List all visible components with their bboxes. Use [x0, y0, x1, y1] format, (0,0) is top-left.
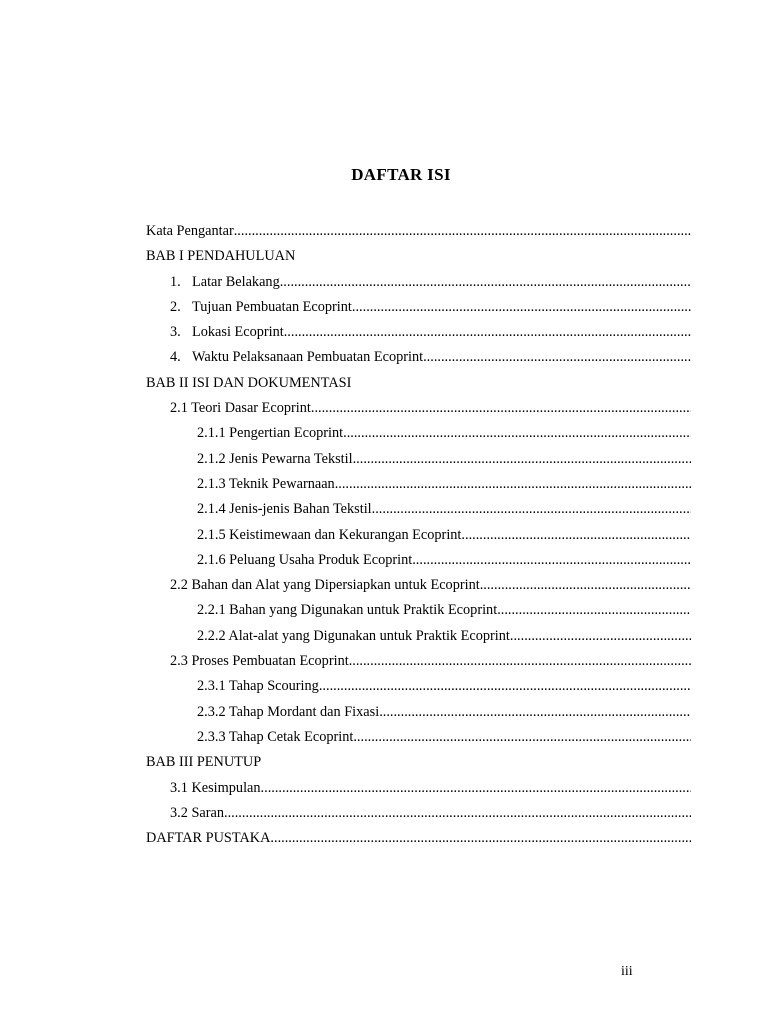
dot-leader	[224, 801, 691, 826]
toc-entry-label: BAB I PENDAHULUAN	[146, 248, 296, 265]
dot-leader	[234, 219, 691, 244]
toc-entry	[146, 750, 691, 775]
toc-entry	[146, 472, 691, 497]
dot-leader	[423, 345, 691, 370]
toc-entry	[146, 396, 691, 421]
toc-entry-label: 3.2 Saran	[170, 804, 224, 821]
toc-entry	[146, 447, 691, 472]
toc-entry-label: 2.2.2 Alat-alat yang Digunakan untuk Praktik Ecoprint	[197, 627, 510, 644]
toc-entry	[146, 497, 691, 522]
toc-entry-number: 4.	[170, 349, 181, 366]
toc-entry	[146, 523, 691, 548]
toc-entry	[146, 700, 691, 725]
toc-entry	[146, 244, 691, 269]
dot-leader	[480, 573, 691, 598]
toc-entry	[146, 548, 691, 573]
toc-entry-label: 3.1 Kesimpulan	[170, 779, 261, 796]
toc-entry-label: 2.1.4 Jenis-jenis Bahan Tekstil	[197, 501, 372, 518]
dot-leader	[270, 826, 691, 851]
toc-entry-label: DAFTAR PUSTAKA	[146, 830, 271, 847]
table-of-contents	[146, 219, 691, 851]
toc-entry-label: 2.2.1 Bahan yang Digunakan untuk Praktik Ecoprint	[197, 602, 498, 619]
toc-entry-label: 2.3 Proses Pembuatan Ecoprint	[170, 653, 349, 670]
toc-entry	[146, 270, 691, 295]
toc-entry-label: Kata Pengantar	[146, 223, 234, 239]
toc-entry	[146, 776, 691, 801]
dot-leader	[353, 447, 691, 472]
dot-leader	[353, 725, 691, 750]
dot-leader	[343, 421, 691, 446]
toc-entry-label: 2.3.1 Tahap Scouring	[197, 678, 319, 695]
toc-entry	[146, 649, 691, 674]
toc-entry-number: 1.	[170, 273, 181, 290]
dot-leader	[261, 776, 691, 801]
toc-entry	[146, 598, 691, 623]
dot-leader	[280, 270, 691, 295]
toc-entry	[146, 421, 691, 446]
toc-entry-number: 3.	[170, 324, 181, 341]
toc-entry	[146, 624, 691, 649]
toc-entry-label: BAB III PENUTUP	[146, 754, 262, 771]
toc-entry-label: Latar Belakang	[192, 273, 280, 290]
toc-entry-label: 2.3.3 Tahap Cetak Ecoprint	[197, 728, 354, 745]
toc-entry	[146, 345, 691, 370]
toc-entry	[146, 801, 691, 826]
toc-entry-number: 2.	[170, 298, 181, 315]
toc-entry	[146, 371, 691, 396]
toc-entry-label: 2.1.2 Jenis Pewarna Tekstil	[197, 450, 353, 467]
toc-entry	[146, 725, 691, 750]
dot-leader	[510, 624, 691, 649]
toc-entry-label: Tujuan Pembuatan Ecoprint	[192, 298, 352, 315]
dot-leader	[497, 598, 691, 623]
toc-entry-label: Lokasi Ecoprint	[192, 324, 284, 341]
dot-leader	[352, 295, 691, 320]
dot-leader	[412, 548, 691, 573]
toc-entry-label: 2.1.6 Peluang Usaha Produk Ecoprint	[197, 551, 413, 568]
dot-leader	[319, 674, 691, 699]
dot-leader	[349, 649, 691, 674]
toc-entry	[146, 320, 691, 345]
dot-leader	[311, 396, 691, 421]
dot-leader	[335, 472, 691, 497]
page-title: DAFTAR ISI	[351, 165, 451, 184]
toc-entry-label: 2.1.3 Teknik Pewarnaan	[197, 475, 335, 492]
toc-entry	[146, 674, 691, 699]
dot-leader	[461, 523, 691, 548]
toc-entry-label: 2.2 Bahan dan Alat yang Dipersiapkan untuk Ecoprint	[170, 577, 480, 594]
toc-entry-label: Waktu Pelaksanaan Pembuatan Ecoprint	[192, 349, 424, 366]
toc-entry-label: 2.1.5 Keistimewaan dan Kekurangan Ecoprint	[197, 526, 462, 543]
dot-leader	[379, 700, 691, 725]
toc-entry-label: 2.3.2 Tahap Mordant dan Fixasi	[197, 703, 380, 720]
toc-entry	[146, 573, 691, 598]
dot-leader	[372, 497, 691, 522]
page-number: iii	[621, 964, 633, 979]
toc-entry-label: BAB II ISI DAN DOKUMENTASI	[146, 374, 352, 391]
toc-entry	[146, 295, 691, 320]
toc-entry-label: 2.1 Teori Dasar Ecoprint	[170, 400, 311, 417]
toc-entry-label: 2.1.1 Pengertian Ecoprint	[197, 425, 344, 442]
toc-entry	[146, 826, 691, 851]
dot-leader	[284, 320, 691, 345]
toc-entry	[146, 219, 691, 244]
